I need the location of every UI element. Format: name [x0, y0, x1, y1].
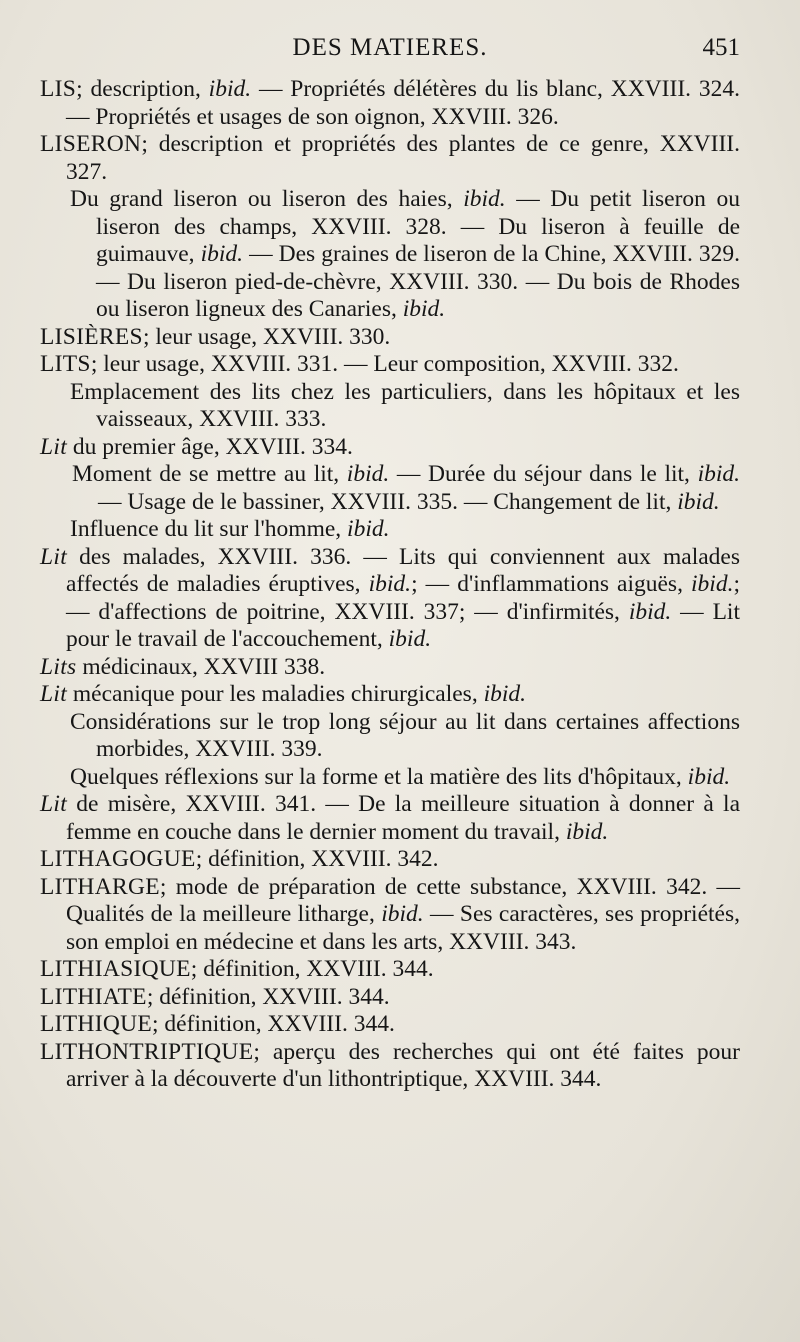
entry-text: des malades, XXVIII. 336. — Lits qui conviennent aux malades affectés de maladies éruptives, ibid.; — d'inflammations aiguës, ibid.; — d'affections de poitrine, XXVIII. 337; — d'infirmités, ibid. — Lit pour le travail de l'accouchement, ibid. — [66, 543, 740, 652]
ibid-reference: ibid. — [381, 901, 424, 927]
entry-text: Considérations sur le trop long séjour au lit dans certaines affections morbides, XXVIII. 339. — [70, 708, 740, 762]
ibid-reference: ibid. — [368, 571, 412, 597]
index-entry — [40, 984, 740, 1012]
index-subentry — [40, 379, 740, 434]
index-subentry — [40, 764, 740, 792]
entry-heading: LITHAGOGUE — [40, 846, 196, 872]
index-entry — [40, 654, 740, 682]
entry-heading: LIS — [40, 76, 77, 102]
ibid-reference: ibid. — [483, 681, 527, 707]
ibid-reference: ibid. — [677, 488, 720, 515]
ibid-reference: ibid. — [346, 461, 390, 487]
entry-heading: Lit — [40, 433, 68, 460]
entry-heading: Lits — [40, 653, 77, 680]
entry-text: de misère, XXVIII. 341. — De la meilleure situation à donner à la femme en couche dans le dernier moment du travail, ibid. — [66, 791, 740, 845]
entry-text: Quelques réflexions sur la forme et la matière des lits d'hôpitaux, ibid. — [70, 763, 731, 790]
entry-heading: LISIÈRES — [40, 323, 143, 350]
index-entry — [40, 131, 740, 186]
entry-heading: Lit — [40, 791, 68, 817]
page-header — [40, 34, 740, 68]
page-number: 451 — [702, 34, 740, 61]
entry-text: ; description et propriétés des plantes de ce genre, XXVIII. 327. — [66, 131, 740, 185]
entry-heading: LITHONTRIPTIQUE — [40, 1038, 254, 1065]
entry-text: ; définition, XXVIII. 344. — [152, 1011, 395, 1037]
index-subentry — [40, 516, 740, 544]
entry-heading: LITHIQUE — [40, 1011, 153, 1037]
ibid-reference: ibid. — [347, 516, 390, 542]
index-entries — [40, 76, 740, 1094]
ibid-reference: ibid. — [691, 571, 734, 597]
index-entry — [40, 434, 740, 462]
entry-text: Emplacement des lits chez les particuliers, dans les hôpitaux et les vaisseaux, XXVIII. 333. — [70, 378, 740, 432]
entry-heading: LITHIATE — [40, 983, 147, 1010]
index-entry — [40, 874, 740, 957]
entry-text: ; mode de préparation de cette substance, XXVIII. 342. — Qualités de la meilleure litharge, ibid. — Ses caractères, ses propriétés, son emploi en médecine et dans les arts, XXVIII. 343. — [66, 873, 740, 955]
ibid-reference: ibid. — [628, 598, 672, 625]
ibid-reference: ibid. — [388, 626, 432, 652]
ibid-reference: ibid. — [697, 461, 740, 487]
entry-text: Moment de se mettre au lit, ibid. — Durée du séjour dans le lit, ibid. — Usage de le bassiner, XXVIII. 335. — Changement de lit, ibid. — [72, 461, 740, 515]
index-entry — [40, 791, 740, 846]
entry-text: ; leur usage, XXVIII. 330. — [142, 323, 391, 350]
index-subentry — [40, 186, 740, 324]
entry-heading: LITHIASIQUE — [40, 956, 191, 982]
ibid-reference: ibid. — [402, 296, 446, 322]
index-subentry — [40, 461, 740, 516]
index-entry — [40, 1039, 740, 1094]
index-entry — [40, 681, 740, 709]
entry-text: ; définition, XXVIII. 342. — [195, 846, 439, 872]
running-title: DES MATIERES. — [292, 34, 488, 61]
ibid-reference: ibid. — [200, 241, 244, 267]
entry-heading: Lit — [40, 681, 68, 707]
entry-text: Influence du lit sur l'homme, ibid. — [70, 516, 390, 542]
entry-heading: LITHARGE — [40, 873, 160, 900]
entry-text: ; définition, XXVIII. 344. — [190, 956, 434, 982]
entry-heading: LISERON — [40, 131, 142, 157]
entry-heading: LITS — [40, 351, 91, 377]
index-entry — [40, 846, 740, 874]
ibid-reference: ibid. — [687, 763, 731, 790]
index-entry — [40, 76, 740, 131]
entry-text: ; définition, XXVIII. 344. — [146, 983, 390, 1010]
ibid-reference: ibid. — [463, 186, 506, 212]
index-entry — [40, 324, 740, 352]
index-entry — [40, 956, 740, 984]
index-entry — [40, 351, 740, 379]
entry-text: du premier âge, XXVIII. 334. — [67, 433, 353, 460]
index-subentry — [40, 709, 740, 764]
index-entry — [40, 544, 740, 654]
index-entry — [40, 1011, 740, 1039]
entry-text: ; description, ibid. — Propriétés délétères du lis blanc, XXVIII. 324. — Propriétés et usages de son oignon, XXVIII. 326. — [66, 76, 740, 130]
ibid-reference: ibid. — [565, 818, 609, 845]
ibid-reference: ibid. — [208, 76, 252, 102]
entry-text: Du grand liseron ou liseron des haies, ibid. — Du petit liseron ou liseron des champs, XXVIII. 328. — Du liseron à feuille de guimauve, ibid. — Des graines de liseron de la Chine, XXVIII. 329. — Du liseron pied-de-chèvre, XXVIII. 330. — Du bois de Rhodes ou liseron ligneux des Canaries, ibid. — [70, 186, 741, 322]
entry-text: mécanique pour les maladies chirurgicales, ibid. — [67, 681, 527, 707]
entry-text: ; aperçu des recherches qui ont été faites pour arriver à la découverte d'un lithontriptique, XXVIII. 344. — [66, 1038, 740, 1092]
entry-text: ; leur usage, XXVIII. 331. — Leur composition, XXVIII. 332. — [90, 351, 679, 377]
entry-heading: Lit — [40, 543, 68, 570]
entry-text: médicinaux, XXVIII 338. — [76, 653, 326, 680]
